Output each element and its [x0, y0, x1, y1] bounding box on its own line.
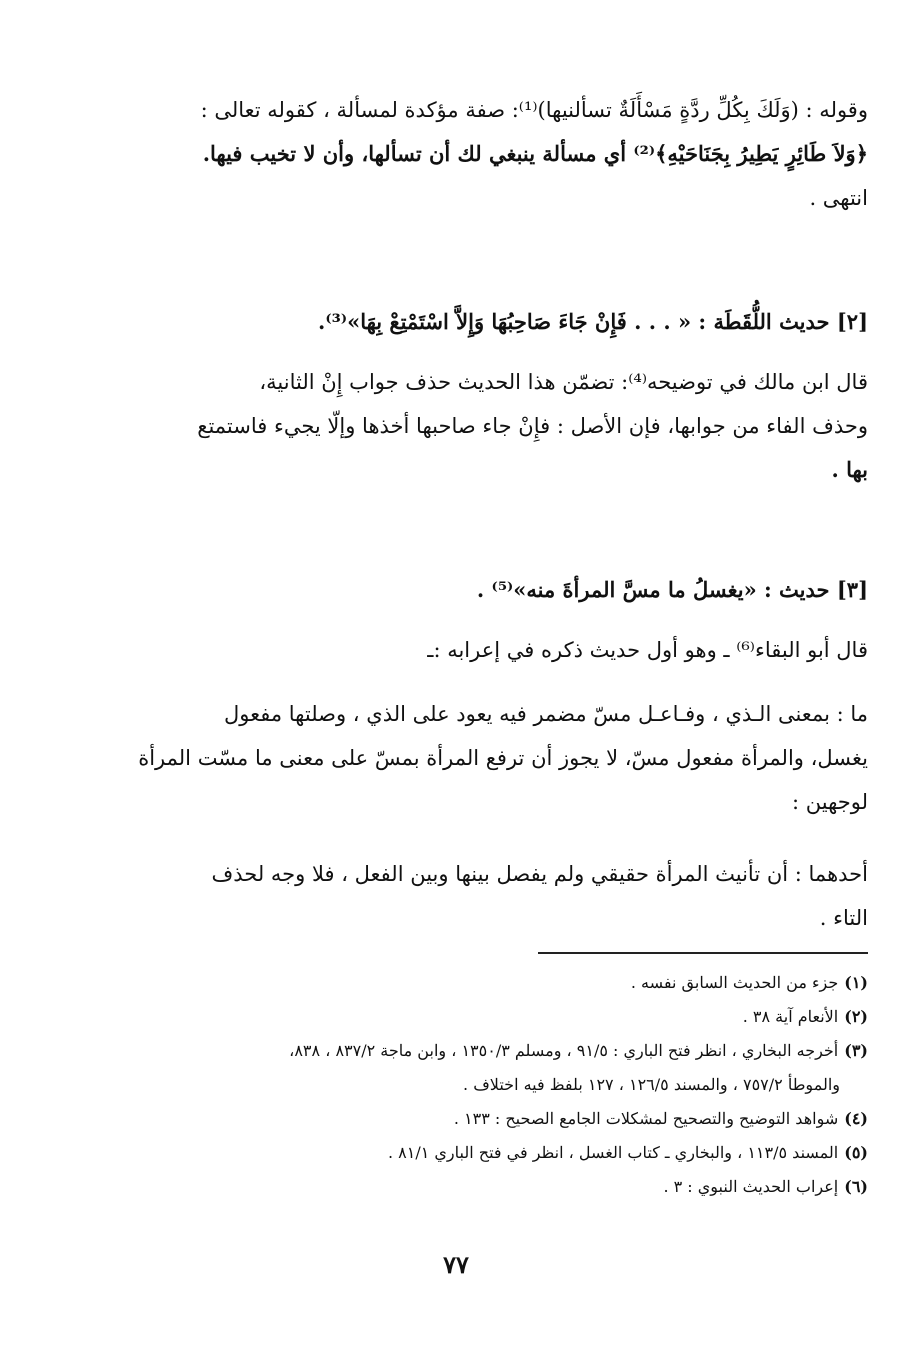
paragraph-2 — [136, 360, 868, 492]
footnote-number: (٦) — [844, 1177, 868, 1196]
footnote-text: والموطأ ٧٥٧/٢ ، والمسند ١٢٦/٥ ، ١٢٧ بلفظ فيه اختلاف . — [463, 1075, 840, 1094]
paragraph-2-line-3: بها . — [831, 457, 868, 482]
footnote-text: إعراب الحديث النبوي : ٣ . — [663, 1177, 839, 1196]
paragraph-4-line-3: لوجهين : — [792, 790, 868, 814]
footnote-divider — [538, 952, 868, 954]
footnote-4 — [128, 1102, 868, 1136]
paragraph-5-line-2: التاء . — [819, 906, 868, 930]
footnote-number: (٥) — [844, 1143, 868, 1162]
footnote-5 — [128, 1136, 868, 1170]
footnote-text: الأنعام آية ٣٨ . — [742, 1007, 839, 1026]
paragraph-4 — [136, 692, 868, 824]
footnote-6 — [128, 1170, 868, 1204]
paragraph-2-line-2: وحذف الفاء من جوابها، فإن الأصل : فإِنْ جاء صاحبها أخذها وإلّا يجيء فاستمتع — [197, 414, 868, 438]
paragraph-1-line-2: ﴿وَلاَ طَائِرٍ يَطِيرُ بِجَنَاحَيْهِ﴾⁽²⁾ أي مسألة ينبغي لك أن تسألها، وأن لا تخيب فيها. — [202, 141, 868, 166]
footnote-3-continuation — [128, 1068, 868, 1102]
page-number: ٧٧ — [443, 1250, 469, 1279]
paragraph-5-line-1: أحدهما : أن تأنيث المرأة حقيقي ولم يفصل بينها وبين الفعل ، فلا وجه لحذف — [211, 862, 868, 886]
footnote-3 — [128, 1034, 868, 1068]
heading-hadith-2: [٢] حديث اللُّقَطَة : « . . . فَإِنْ جَاءَ صَاحِبُهَا وَإِلاَّ اسْتَمْتِعْ بِهَا»⁽³⁾. — [318, 309, 868, 334]
footnote-text: المسند ١١٣/٥ ، والبخاري ـ كتاب الغسل ، انظر في فتح الباري ٨١/١ . — [387, 1143, 839, 1162]
footnote-text: جزء من الحديث السابق نفسه . — [630, 973, 839, 992]
footnotes-list — [128, 966, 868, 1204]
heading-hadith-3: [٣] حديث : «يغسلُ ما مسَّ المرأةَ منه»⁽⁵⁾ . — [476, 577, 868, 602]
paragraph-5 — [136, 852, 868, 940]
footnote-text: شواهد التوضيح والتصحيح لمشكلات الجامع الصحيح : ١٣٣ . — [453, 1109, 839, 1128]
footnote-1 — [128, 966, 868, 1000]
paragraph-1 — [136, 88, 868, 220]
paragraph-3-line-1: قال أبو البقاء⁽⁶⁾ ـ وهو أول حديث ذكره في إعرابه :ـ — [427, 638, 868, 662]
paragraph-4-line-1: ما : بمعنى الـذي ، وفـاعـل مسّ مضمر فيه يعود على الذي ، وصلتها مفعول — [224, 702, 868, 726]
paragraph-3 — [136, 628, 868, 672]
paragraph-1-line-1: وقوله : (وَلَكَ بِكُلِّ ردَّةٍ مَسْأَلَةٌ تسألنيها)⁽¹⁾: صفة مؤكدة لمسألة ، كقوله تعالى : — [200, 98, 868, 122]
footnote-number: (٤) — [844, 1109, 868, 1128]
paragraph-4-line-2: يغسل، والمرأة مفعول مسّ، لا يجوز أن ترفع المرأة بمسّ على معنى ما مسّت المرأة — [138, 746, 868, 770]
footnote-number: (٣) — [844, 1041, 868, 1060]
footnote-number: (١) — [844, 973, 868, 992]
footnote-text: أخرجه البخاري ، انظر فتح الباري : ٩١/٥ ، ومسلم ١٣٥٠/٣ ، وابن ماجة ٨٣٧/٢ ، ٨٣٨، — [289, 1041, 839, 1060]
paragraph-2-line-1: قال ابن مالك في توضيحه⁽⁴⁾: تضمّن هذا الحديث حذف جواب إِنْ الثانية، — [259, 370, 868, 394]
paragraph-1-line-3: انتهى . — [809, 186, 868, 210]
footnote-2 — [128, 1000, 868, 1034]
footnote-number: (٢) — [844, 1007, 868, 1026]
